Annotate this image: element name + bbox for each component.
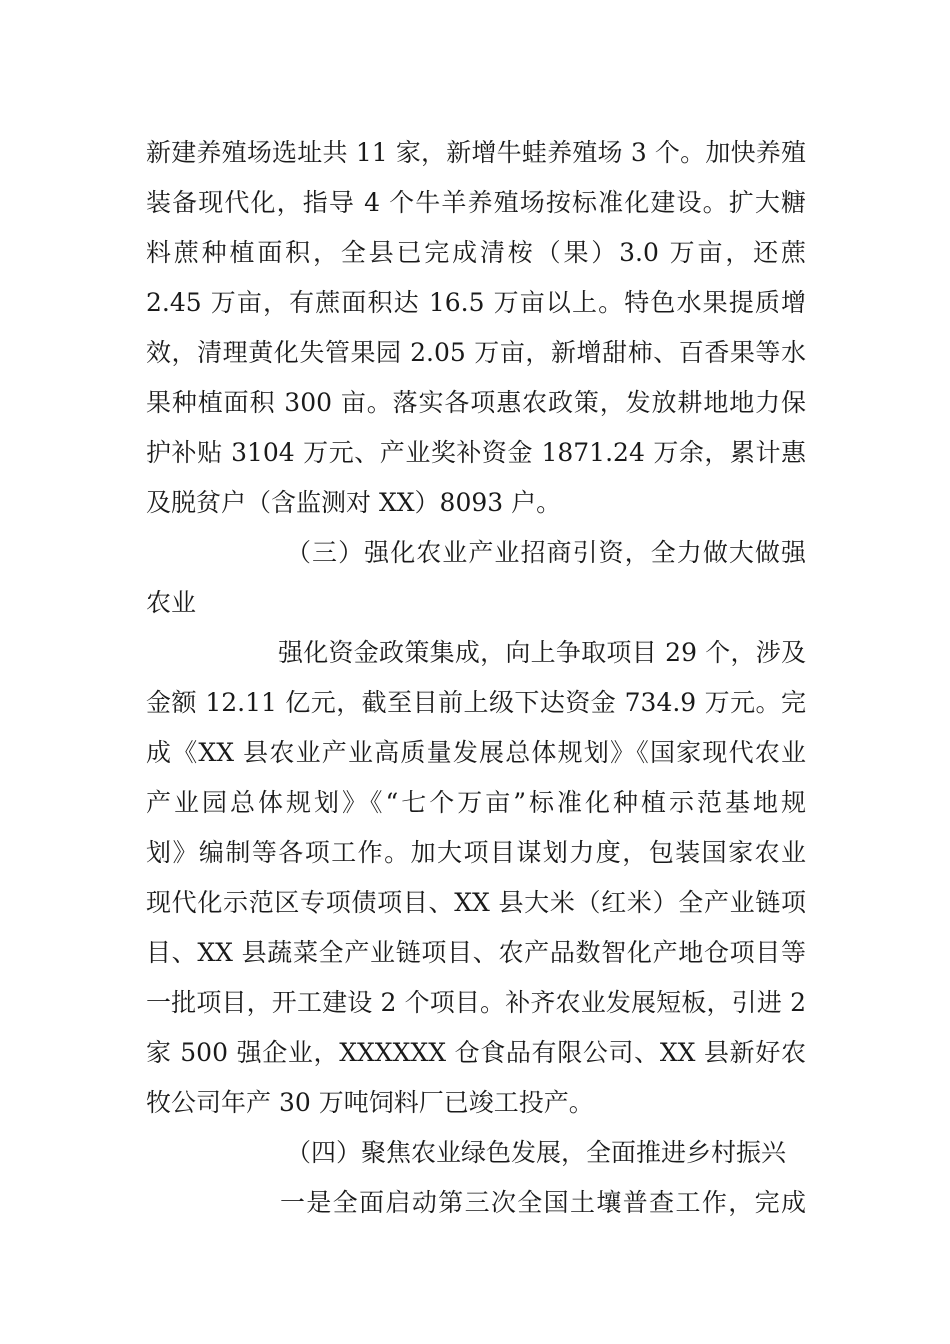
paragraph-line: 一是全面启动第三次全国土壤普查工作，完成 bbox=[280, 1188, 806, 1217]
section-heading-3-continued: 农业 bbox=[146, 588, 197, 617]
paragraph-line: 护补贴 3104 万元、产业奖补资金 1871.24 万余，累计惠 bbox=[146, 438, 806, 467]
paragraph-line: 效，清理黄化失管果园 2.05 万亩，新增甜柿、百香果等水 bbox=[146, 338, 806, 367]
paragraph-line: 成《XX 县农业产业高质量发展总体规划》《国家现代农业 bbox=[146, 738, 806, 767]
section-heading-3: （三）强化农业产业招商引资，全力做大做强 bbox=[286, 538, 806, 567]
paragraph-line: 牧公司年产 30 万吨饲料厂已竣工投产。 bbox=[146, 1088, 594, 1117]
paragraph-line: 强化资金政策集成，向上争取项目 29 个，涉及 bbox=[278, 638, 806, 667]
paragraph-line: 目、XX 县蔬菜全产业链项目、农产品数智化产地仓项目等 bbox=[146, 938, 806, 967]
paragraph-line: 划》编制等各项工作。加大项目谋划力度，包装国家农业 bbox=[146, 838, 806, 867]
paragraph-line: 新建养殖场选址共 11 家，新增牛蛙养殖场 3 个。加快养殖 bbox=[146, 138, 806, 167]
paragraph-line: 果种植面积 300 亩。落实各项惠农政策，发放耕地地力保 bbox=[146, 388, 806, 417]
paragraph-line: 产业园总体规划》《“七个万亩”标准化种植示范基地规 bbox=[146, 788, 806, 817]
paragraph-line: 一批项目，开工建设 2 个项目。补齐农业发展短板，引进 2 bbox=[146, 988, 806, 1017]
section-heading-4: （四）聚焦农业绿色发展，全面推进乡村振兴 bbox=[286, 1138, 787, 1167]
paragraph-line: 现代化示范区专项债项目、XX 县大米（红米）全产业链项 bbox=[146, 888, 806, 917]
paragraph-line: 料蔗种植面积，全县已完成清桉（果）3.0 万亩，还蔗 bbox=[146, 238, 806, 267]
paragraph-line: 金额 12.11 亿元，截至目前上级下达资金 734.9 万元。完 bbox=[146, 688, 806, 717]
paragraph-line: 及脱贫户（含监测对 XX）8093 户。 bbox=[146, 488, 562, 517]
paragraph-line: 2.45 万亩，有蔗面积达 16.5 万亩以上。特色水果提质增 bbox=[146, 288, 806, 317]
paragraph-line: 家 500 强企业，XXXXXX 仓食品有限公司、XX 县新好农 bbox=[146, 1038, 806, 1067]
paragraph-line: 装备现代化，指导 4 个牛羊养殖场按标准化建设。扩大糖 bbox=[146, 188, 806, 217]
